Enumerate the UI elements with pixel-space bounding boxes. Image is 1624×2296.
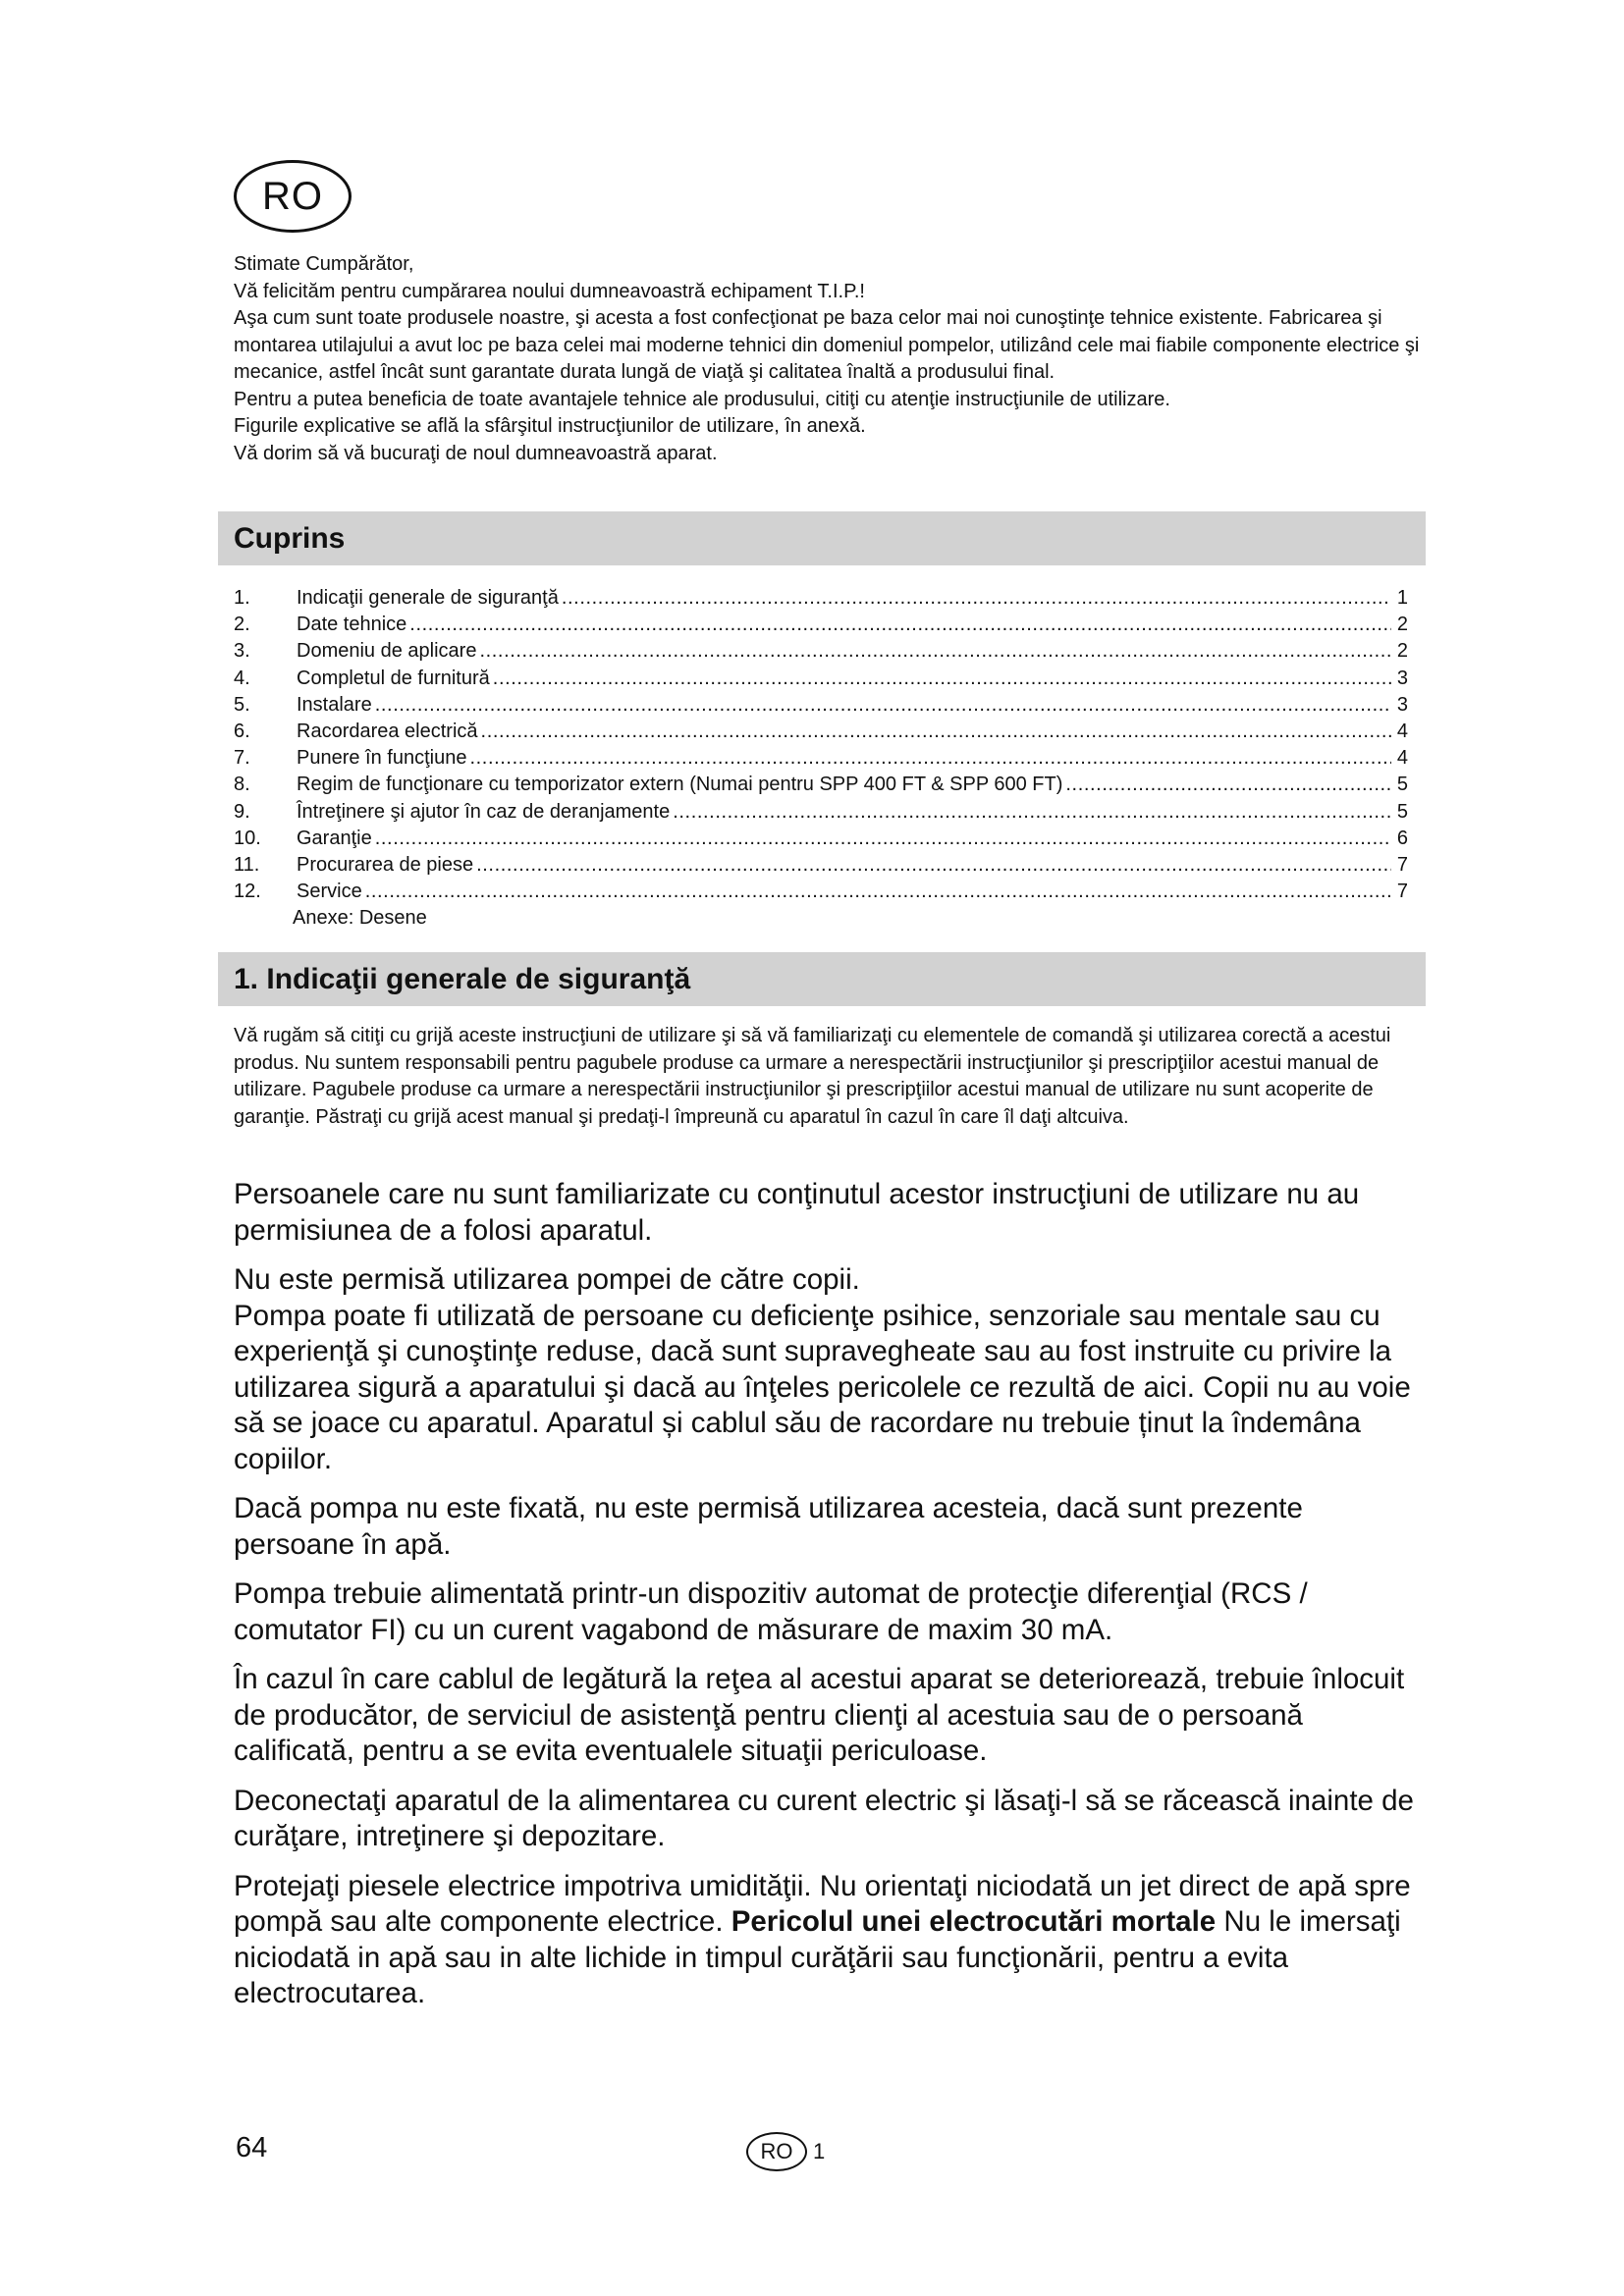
intro-figures-note: Figurile explicative se află la sfârşitul instrucţiunilor de utilizare, în anexă. bbox=[234, 415, 866, 437]
safety-paragraph: Dacă pompa nu este fixată, nu este permisă utilizarea acesteia, dacă sunt prezente persoane în apă. bbox=[234, 1492, 1303, 1561]
toc-entry-title: Completul de furnitură bbox=[297, 667, 490, 689]
toc-entry-page: 4 bbox=[1396, 721, 1408, 743]
toc-leader-dots bbox=[476, 852, 1391, 879]
toc-annex: Anexe: Desene bbox=[293, 907, 427, 930]
toc-entry-page: 3 bbox=[1396, 667, 1408, 689]
safety-paragraph-electrocution bbox=[234, 1869, 1427, 2012]
toc-entry bbox=[234, 852, 1408, 879]
toc-entry-page: 7 bbox=[1396, 881, 1408, 903]
intro-congrats: Vă felicităm pentru cumpărarea noului dumneavoastră echipament T.I.P.! bbox=[234, 280, 865, 302]
toc-entry-number: 3. bbox=[234, 640, 250, 663]
toc-entry bbox=[234, 719, 1408, 745]
safety-paragraph: Pompa trebuie alimentată printr-un dispozitiv automat de protecţie diferenţial (RCS / comutator FI) cu un curent vagabond de măsurare de maxim 30 mA. bbox=[234, 1577, 1308, 1646]
safety-paragraph: Deconectaţi aparatul de la alimentarea cu curent electric şi lăsaţi-l să se răcească inainte de curăţare, intreţinere şi depozitare. bbox=[234, 1784, 1414, 1852]
intro-quality: Aşa cum sunt toate produsele noastre, şi acesta a fost confecţionat pe baza celor mai noi cunoştinţe tehnice existente. Fabricarea şi montarea utilajului a avut loc pe baza celei mai moderne tehnici din domeniul pompelor, utilizând cele mai fiabile componente electrice şi mecanice, astfel încât sunt garantate durata lungă de viaţă şi calitatea înaltă a produsului final. bbox=[234, 307, 1420, 383]
toc-entry-title: Regim de funcţionare cu temporizator extern (Numai pentru SPP 400 FT & SPP 600 FT) bbox=[297, 774, 1063, 796]
toc-entry bbox=[234, 772, 1408, 798]
toc-entry-number: 6. bbox=[234, 721, 250, 743]
page-number: 64 bbox=[236, 2132, 268, 2163]
footer-section-marker bbox=[746, 2132, 825, 2171]
toc-leader-dots bbox=[375, 826, 1391, 852]
safety-paragraph: Persoanele care nu sunt familiarizate cu conţinutul acestor instrucţiuni de utilizare nu au permisiunea de a folosi aparatul. bbox=[234, 1178, 1360, 1247]
toc-entry-title: Date tehnice bbox=[297, 614, 407, 636]
safety-paragraph: În cazul în care cablul de legătură la reţea al acestui aparat se deteriorează, trebuie înlocuit de producător, de serviciul de asistenţă pentru clienţi al acestuia sau de o persoană calificată, pentru a se evita eventualele situaţii periculoase. bbox=[234, 1663, 1405, 1767]
toc-entry-page: 1 bbox=[1396, 587, 1408, 609]
toc-leader-dots bbox=[673, 799, 1391, 826]
toc-entry bbox=[234, 826, 1408, 852]
footer-country-badge: RO bbox=[746, 2132, 807, 2171]
toc-entry bbox=[234, 612, 1408, 638]
intro-letter bbox=[234, 251, 1427, 467]
toc-entry bbox=[234, 879, 1408, 905]
toc-entry-page: 2 bbox=[1396, 640, 1408, 663]
country-code-badge: RO bbox=[234, 160, 352, 233]
toc-entry-title: Indicaţii generale de siguranţă bbox=[297, 587, 559, 609]
toc-entry-number: 11. bbox=[234, 854, 260, 877]
safety-paragraph: Nu este permisă utilizarea pompei de către copii. bbox=[234, 1263, 860, 1296]
safety-text: Nu le imersaţi niciodată in apă sau in alte lichide in timpul curăţării sau funcţionării, pentru a evita electrocutarea. bbox=[234, 1905, 1401, 2009]
toc-entry-number: 1. bbox=[234, 587, 250, 609]
footer-section-page: 1 bbox=[813, 2139, 826, 2163]
toc-entry bbox=[234, 692, 1408, 719]
toc-entry bbox=[234, 799, 1408, 826]
toc-entry-number: 4. bbox=[234, 667, 250, 689]
toc-leader-dots bbox=[409, 612, 1391, 638]
toc-entry-title: Procurarea de piese bbox=[297, 854, 474, 877]
toc-leader-dots bbox=[1065, 772, 1391, 798]
toc-entry-title: Punere în funcţiune bbox=[297, 747, 467, 770]
toc-entry-title: Service bbox=[297, 881, 362, 903]
toc-leader-dots bbox=[375, 692, 1391, 719]
toc-entry-page: 4 bbox=[1396, 747, 1408, 770]
toc-entry bbox=[234, 638, 1408, 665]
intro-read-instructions: Pentru a putea beneficia de toate avantajele tehnice ale produsului, citiţi cu atenţie instrucţiunile de utilizare. bbox=[234, 388, 1170, 410]
toc-entry-number: 8. bbox=[234, 774, 250, 796]
toc-entry-number: 9. bbox=[234, 800, 250, 823]
toc-entry bbox=[234, 585, 1408, 612]
toc-leader-dots bbox=[481, 719, 1391, 745]
safety-instructions bbox=[234, 1177, 1427, 2026]
section-1-heading: 1. Indicaţii generale de siguranţă bbox=[218, 952, 1426, 1006]
toc-entry-number: 2. bbox=[234, 614, 250, 636]
toc-entry-title: Întreţinere şi ajutor în caz de deranjamente bbox=[297, 800, 671, 823]
toc-entry-title: Domeniu de aplicare bbox=[297, 640, 477, 663]
toc-leader-dots bbox=[479, 638, 1391, 665]
toc-heading: Cuprins bbox=[218, 511, 1426, 565]
toc-entry-number: 7. bbox=[234, 747, 250, 770]
section-1-intro bbox=[234, 1023, 1417, 1131]
toc-entry-number: 10. bbox=[234, 827, 261, 849]
toc-leader-dots bbox=[469, 745, 1391, 772]
toc-leader-dots bbox=[562, 585, 1391, 612]
toc-entry-title: Racordarea electrică bbox=[297, 721, 478, 743]
toc-entry-title: Garanţie bbox=[297, 827, 372, 849]
safety-intro-text: Vă rugăm să citiţi cu grijă aceste instrucţiuni de utilizare şi să vă familiarizaţi cu elementele de comandă şi utilizarea corectă a acestui produs. Nu suntem responsabili pentru pagubele produse ca urmare a nerespectării instrucţiunilor şi prescripţiilor acestui manual de utilizare. Pagubele produse ca urmare a nerespectării instrucţiunilor şi prescripţiilor acestui manual de utilizare nu sunt acoperite de garanţie. Păstraţi cu grijă acest manual şi predaţi-l împreună cu aparatul în cazul în care îl daţi altcuiva. bbox=[234, 1025, 1391, 1128]
toc-leader-dots bbox=[365, 879, 1391, 905]
table-of-contents bbox=[234, 585, 1408, 933]
electrocution-warning: Pericolul unei electrocutări mortale bbox=[731, 1905, 1217, 1938]
toc-entry-page: 5 bbox=[1396, 800, 1408, 823]
toc-entry-title: Instalare bbox=[297, 693, 372, 716]
toc-entry-number: 12. bbox=[234, 881, 261, 903]
toc-leader-dots bbox=[493, 666, 1391, 692]
toc-entry-page: 5 bbox=[1396, 774, 1408, 796]
toc-entry-page: 2 bbox=[1396, 614, 1408, 636]
safety-paragraph: Pompa poate fi utilizată de persoane cu deficienţe psihice, senzoriale sau mentale sau cu experienţă şi cunoştinţe reduse, dacă sunt supravegheate sau au fost instruite cu privire la utilizarea sigură a aparatului şi dacă au înţeles pericolele ce rezultă de aici. Copii nu au voie să se joace cu aparatul. Aparatul și cablul său de racordare nu trebuie ținut la îndemâna copiilor. bbox=[234, 1299, 1411, 1475]
toc-entry-page: 7 bbox=[1396, 854, 1408, 877]
safety-text: Protejaţi piesele electrice impotriva umidităţii. Nu orientaţi niciodată un jet direct de apă spre pompă sau alte componente electrice. bbox=[234, 1869, 1411, 1938]
intro-greeting: Stimate Cumpărător, bbox=[234, 253, 414, 275]
toc-entry-page: 3 bbox=[1396, 693, 1408, 716]
toc-entry-number: 5. bbox=[234, 693, 250, 716]
toc-entry-page: 6 bbox=[1396, 827, 1408, 849]
toc-entry bbox=[234, 666, 1408, 692]
intro-closing: Vă dorim să vă bucuraţi de noul dumneavoastră aparat. bbox=[234, 442, 718, 464]
toc-entry bbox=[234, 745, 1408, 772]
